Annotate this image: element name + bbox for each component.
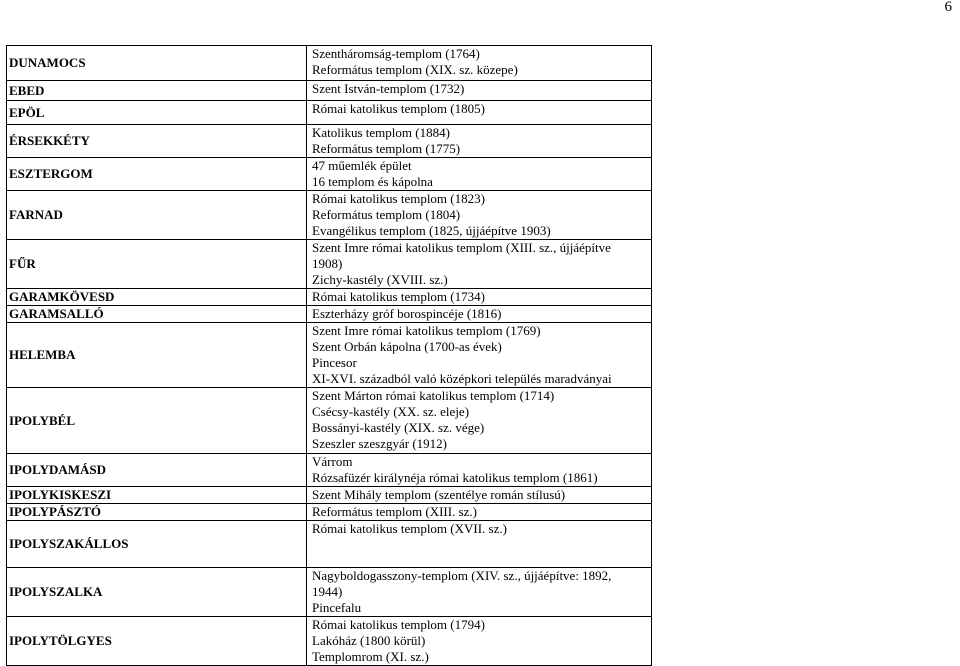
- monument-item: Római katolikus templom (1794): [312, 617, 485, 632]
- monument-list: [307, 568, 652, 617]
- settlement-name: DUNAMOCS: [7, 46, 307, 81]
- monument-list: [307, 46, 652, 81]
- settlement-name: GARAMSALLÓ: [7, 306, 307, 323]
- settlement-name: IPOLYDAMÁSD: [7, 454, 307, 487]
- monument-item: Templomrom (XI. sz.): [312, 649, 429, 664]
- monument-item: 16 templom és kápolna: [312, 174, 433, 189]
- monument-item: Katolikus templom (1884): [312, 125, 450, 140]
- table-row: [7, 81, 652, 101]
- settlement-name: IPOLYPÁSZTÓ: [7, 504, 307, 521]
- table-row: [7, 306, 652, 323]
- settlement-name: IPOLYKISKESZI: [7, 487, 307, 504]
- settlement-name: HELEMBA: [7, 323, 307, 388]
- monument-item: 1908): [312, 256, 343, 271]
- table-row: [7, 521, 652, 568]
- monument-item: Rózsafüzér királynéja római katolikus templom (1861): [312, 470, 598, 485]
- table-row: [7, 454, 652, 487]
- table-row: [7, 125, 652, 158]
- table-row: [7, 487, 652, 504]
- monument-item: Zichy-kastély (XVIII. sz.): [312, 272, 448, 287]
- monuments-table-body: [7, 46, 652, 666]
- table-row: [7, 191, 652, 240]
- monument-item: Szent Mihály templom (szentélye román stílusú): [312, 487, 566, 502]
- settlement-name: GARAMKÖVESD: [7, 289, 307, 306]
- table-row: [7, 617, 652, 666]
- table-row: [7, 158, 652, 191]
- settlement-name: IPOLYBÉL: [7, 388, 307, 454]
- monument-item: Római katolikus templom (1823): [312, 191, 485, 206]
- settlement-name: FŰR: [7, 240, 307, 289]
- monument-list: [307, 81, 652, 101]
- monument-item: Szent Imre római katolikus templom (1769): [312, 323, 541, 338]
- monument-item: Nagyboldogasszony-templom (XIV. sz., újjáépítve: 1892,: [312, 568, 612, 583]
- monument-item: Római katolikus templom (1734): [312, 289, 485, 304]
- monument-item: Pincesor: [312, 355, 357, 370]
- monument-item: Lakóház (1800 körül): [312, 633, 426, 648]
- monument-item: Csécsy-kastély (XX. sz. eleje): [312, 404, 470, 419]
- settlement-name: EBED: [7, 81, 307, 101]
- monument-item: Római katolikus templom (1805): [312, 101, 485, 116]
- monument-item: XI-XVI. századból való középkori település maradványai: [312, 371, 612, 386]
- monument-item: Szent Márton római katolikus templom (1714): [312, 388, 555, 403]
- settlement-name: EPÖL: [7, 101, 307, 125]
- page-number: 6: [944, 0, 952, 15]
- monument-list: [307, 240, 652, 289]
- table-row: [7, 568, 652, 617]
- table-row: [7, 388, 652, 454]
- monument-list: [307, 289, 652, 306]
- monument-item: Szeszler szeszgyár (1912): [312, 436, 447, 451]
- settlement-name: ESZTERGOM: [7, 158, 307, 191]
- settlement-name: IPOLYSZALKA: [7, 568, 307, 617]
- monument-list: [307, 487, 652, 504]
- monument-item: Református templom (XIX. sz. közepe): [312, 62, 518, 77]
- monument-item: Római katolikus templom (XVII. sz.): [312, 521, 507, 536]
- settlement-name: IPOLYSZAKÁLLOS: [7, 521, 307, 568]
- monument-list: [307, 125, 652, 158]
- monument-item: 1944): [312, 584, 343, 599]
- table-row: [7, 504, 652, 521]
- monument-list: [307, 158, 652, 191]
- monument-list: [307, 617, 652, 666]
- monument-item: Szent Imre római katolikus templom (XIII. sz., újjáépítve: [312, 240, 611, 255]
- monument-list: [307, 454, 652, 487]
- monument-list: [307, 521, 652, 568]
- monument-list: [307, 323, 652, 388]
- monument-item: Református templom (1804): [312, 207, 461, 222]
- monument-item: Várrom: [312, 454, 353, 469]
- settlement-name: ÉRSEKKÉTY: [7, 125, 307, 158]
- table-row: [7, 46, 652, 81]
- monument-item: Evangélikus templom (1825, újjáépítve 1903): [312, 223, 551, 238]
- monument-item: Szentháromság-templom (1764): [312, 46, 480, 61]
- monument-item: Református templom (XIII. sz.): [312, 504, 477, 519]
- table-row: [7, 101, 652, 125]
- monument-item: Eszterházy gróf borospincéje (1816): [312, 306, 502, 321]
- monument-list: [307, 504, 652, 521]
- monument-item: 47 műemlék épület: [312, 158, 412, 173]
- settlement-name: IPOLYTÖLGYES: [7, 617, 307, 666]
- monument-list: [307, 101, 652, 125]
- monument-item: Bossányi-kastély (XIX. sz. vége): [312, 420, 485, 435]
- monument-item: Szent Orbán kápolna (1700-as évek): [312, 339, 502, 354]
- monument-item: Pincefalu: [312, 600, 362, 615]
- table-row: [7, 289, 652, 306]
- monument-item: Szent István-templom (1732): [312, 81, 465, 96]
- settlement-name: FARNAD: [7, 191, 307, 240]
- monument-list: [307, 191, 652, 240]
- monument-list: [307, 388, 652, 454]
- monuments-table: [6, 45, 652, 666]
- monument-item: Református templom (1775): [312, 141, 461, 156]
- table-row: [7, 323, 652, 388]
- monument-list: [307, 306, 652, 323]
- table-row: [7, 240, 652, 289]
